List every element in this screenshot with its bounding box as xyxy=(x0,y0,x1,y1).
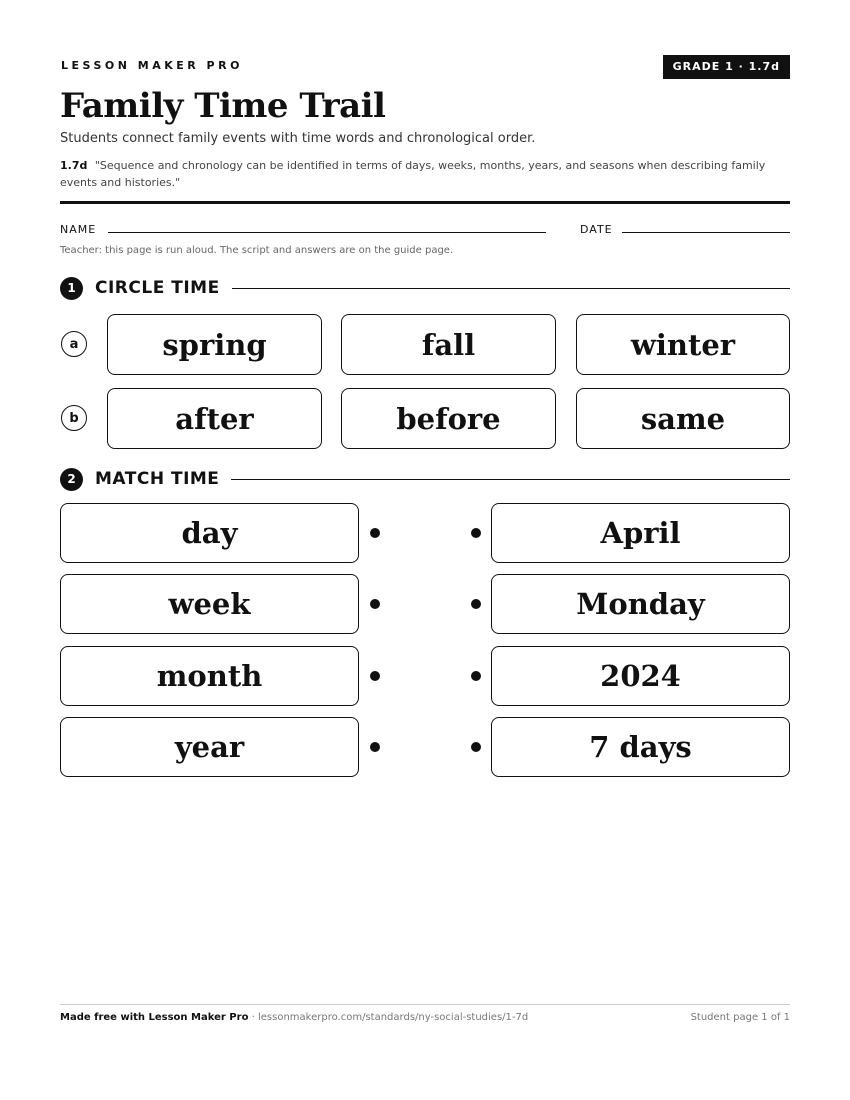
date-label: DATE xyxy=(580,223,613,236)
header-divider xyxy=(60,201,790,204)
match-left-week[interactable]: week xyxy=(60,574,359,634)
match-right-april[interactable]: April xyxy=(491,503,790,563)
footer-divider xyxy=(60,1004,790,1005)
circle-word-spring[interactable]: spring xyxy=(107,314,322,375)
section-circle-time-header xyxy=(60,276,790,300)
name-label: NAME xyxy=(60,223,97,236)
match-left-day[interactable]: day xyxy=(60,503,359,563)
circle-word-same[interactable]: same xyxy=(576,388,790,449)
page-subtitle: Students connect family events with time words and chronological order. xyxy=(60,131,536,146)
section-rule xyxy=(231,479,790,480)
teacher-note: Teacher: this page is run aloud. The script and answers are on the guide page. xyxy=(60,245,454,256)
match-left-month[interactable]: month xyxy=(60,646,359,706)
match-dot-left[interactable] xyxy=(370,742,380,752)
match-left-year[interactable]: year xyxy=(60,717,359,777)
match-dot-right[interactable] xyxy=(471,742,481,752)
page-title: Family Time Trail xyxy=(60,86,386,126)
match-dot-right[interactable] xyxy=(471,671,481,681)
standard-description xyxy=(60,157,790,191)
match-dot-left[interactable] xyxy=(370,528,380,538)
match-dot-right[interactable] xyxy=(471,528,481,538)
match-dot-left[interactable] xyxy=(370,599,380,609)
standard-code: 1.7d xyxy=(60,159,88,172)
grade-badge: GRADE 1 · 1.7d xyxy=(663,55,790,79)
standard-text: "Sequence and chronology can be identified in terms of days, weeks, months, years, and seasons when describing family events and histories." xyxy=(60,159,766,189)
footer-url[interactable]: lessonmakerpro.com/standards/ny-social-studies/1-7d xyxy=(258,1012,529,1023)
match-right-monday[interactable]: Monday xyxy=(491,574,790,634)
section-title: MATCH TIME xyxy=(95,469,220,489)
section-match-time-header xyxy=(60,467,790,491)
circle-word-after[interactable]: after xyxy=(107,388,322,449)
section-number-badge: 1 xyxy=(60,277,83,300)
footer-page-number: Student page 1 of 1 xyxy=(690,1012,790,1023)
circle-word-fall[interactable]: fall xyxy=(341,314,556,375)
section-number-badge: 2 xyxy=(60,468,83,491)
match-right-7-days[interactable]: 7 days xyxy=(491,717,790,777)
section-rule xyxy=(232,288,790,289)
circle-word-winter[interactable]: winter xyxy=(576,314,790,375)
row-letter-a: a xyxy=(61,331,87,357)
date-field-line[interactable] xyxy=(622,232,790,233)
match-dot-left[interactable] xyxy=(370,671,380,681)
row-letter-b: b xyxy=(61,405,87,431)
circle-word-before[interactable]: before xyxy=(341,388,556,449)
match-right-2024[interactable]: 2024 xyxy=(491,646,790,706)
footer-credit xyxy=(60,1012,528,1023)
match-dot-right[interactable] xyxy=(471,599,481,609)
section-title: CIRCLE TIME xyxy=(95,278,220,298)
brand-name: LESSON MAKER PRO xyxy=(61,59,243,72)
footer-separator: · xyxy=(251,1012,255,1023)
name-field-line[interactable] xyxy=(108,232,546,233)
footer-made-with: Made free with Lesson Maker Pro xyxy=(60,1012,249,1023)
